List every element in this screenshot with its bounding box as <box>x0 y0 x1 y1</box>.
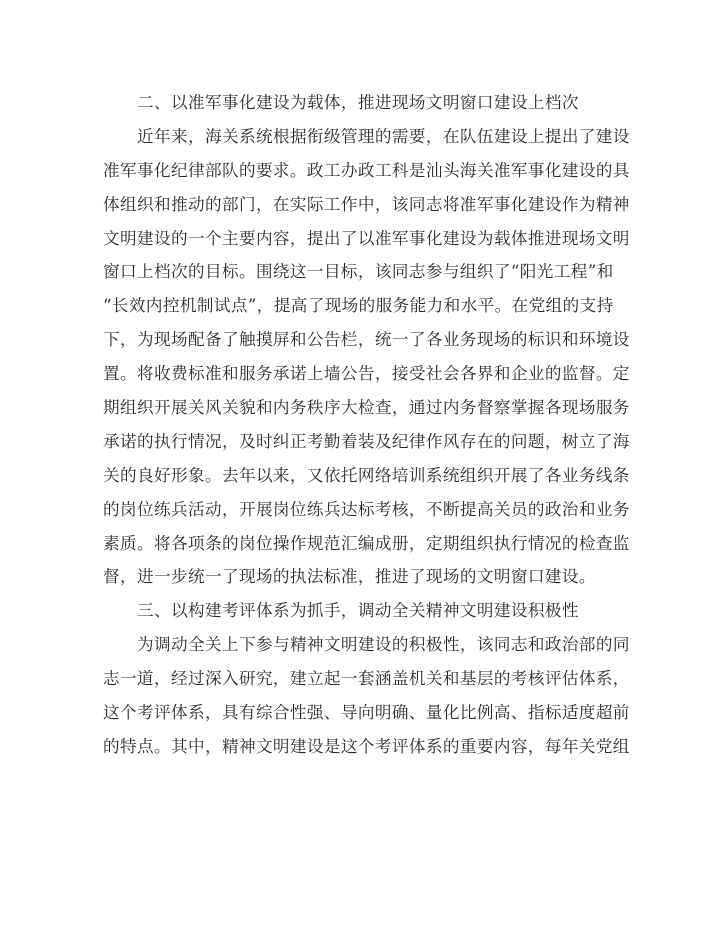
paragraph-line: 这个考评体系，具有综合性强、导向明确、量化比例高、指标适度超前 <box>103 703 630 723</box>
paragraph-line: 下，为现场配备了触摸屏和公告栏，统一了各业务现场的标识和环境设 <box>103 330 630 350</box>
document-page <box>103 86 630 764</box>
paragraph-line: 置。将收费标准和服务承诺上墙公告，接受社会各界和企业的监督。定 <box>103 364 630 384</box>
paragraph-line: 期组织开展关风关貌和内务秩序大检查，通过内务督察掌握各现场服务 <box>103 398 630 418</box>
paragraph-line: 为调动全关上下参与精神文明建设的积极性，该同志和政治部的同 <box>137 635 630 655</box>
paragraph-line: 准军事化纪律部队的要求。政工办政工科是汕头海关准军事化建设的具 <box>103 160 630 180</box>
paragraph-line: 素质。将各项条的岗位操作规范汇编成册，定期组织执行情况的检查监 <box>103 533 630 553</box>
paragraph-line: 文明建设的一个主要内容，提出了以准军事化建设为载体推进现场文明 <box>103 228 630 248</box>
paragraph-line: 的岗位练兵活动，开展岗位练兵达标考核，不断提高关员的政治和业务 <box>103 499 630 519</box>
paragraph-line: 督，进一步统一了现场的执法标准，推进了现场的文明窗口建设。 <box>103 567 596 587</box>
section-heading-3: 三、以构建考评体系为抓手，调动全关精神文明建设积极性 <box>137 601 579 621</box>
paragraph-line: 关的良好形象。去年以来，又依托网络培训系统组织开展了各业务线条 <box>103 465 630 485</box>
paragraph-line: 承诺的执行情况，及时纠正考勤着装及纪律作风存在的问题，树立了海 <box>103 431 630 451</box>
section-heading-2: 二、以准军事化建设为载体，推进现场文明窗口建设上档次 <box>137 93 579 112</box>
paragraph-line: 窗口上档次的目标。围绕这一目标，该同志参与组织了“阳光工程”和 <box>103 262 614 282</box>
paragraph-line: 志一道，经过深入研究，建立起一套涵盖机关和基层的考核评估体系， <box>103 669 630 689</box>
paragraph-line: 近年来，海关系统根据衔级管理的需要，在队伍建设上提出了建设 <box>137 126 630 146</box>
paragraph-line: “长效内控机制试点”，提高了现场的服务能力和水平。在党组的支持 <box>103 296 614 316</box>
paragraph-line: 的特点。其中，精神文明建设是这个考评体系的重要内容，每年关党组 <box>103 736 630 756</box>
paragraph-line: 体组织和推动的部门，在实际工作中，该同志将准军事化建设作为精神 <box>103 194 630 214</box>
